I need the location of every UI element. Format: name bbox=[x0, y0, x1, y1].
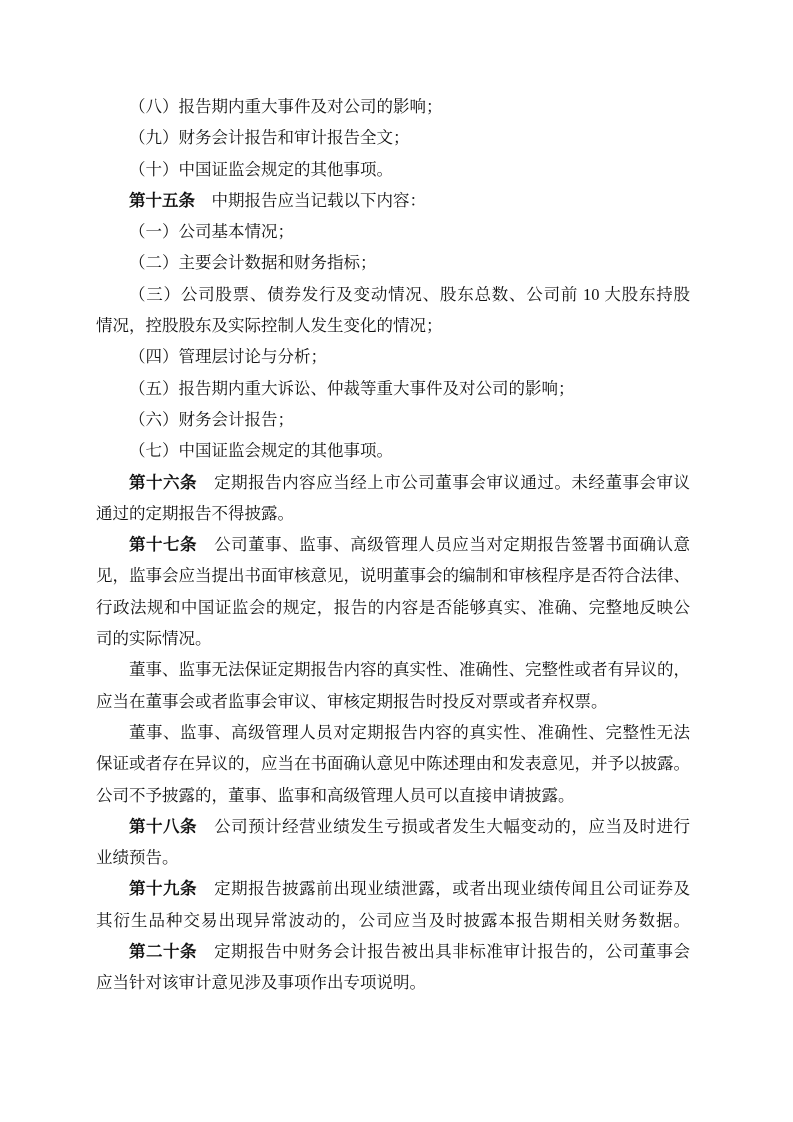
text-line bbox=[96, 560, 690, 591]
text-line bbox=[96, 592, 690, 623]
text-line bbox=[96, 310, 690, 341]
text-line bbox=[96, 936, 690, 967]
article-number: 第十六条 bbox=[129, 472, 198, 492]
text-run: （五）报告期内重大诉讼、仲裁等重大事件及对公司的影响； bbox=[129, 378, 575, 398]
text-run: 定期报告内容应当经上市公司董事会审议通过。未经董事会审议 bbox=[197, 472, 690, 492]
text-line bbox=[96, 529, 690, 560]
text-line bbox=[96, 717, 690, 748]
text-run: （九）财务会计报告和审计报告全文； bbox=[129, 128, 410, 148]
article-number: 第十七条 bbox=[129, 535, 198, 555]
text-run: 见，监事会应当提出书面审核意见，说明董事会的编制和审核程序是否符合法律、 bbox=[96, 566, 690, 586]
text-line bbox=[96, 686, 690, 717]
text-line bbox=[96, 435, 690, 466]
text-run: （二）主要会计数据和财务指标； bbox=[129, 253, 377, 273]
text-run: （七）中国证监会规定的其他事项。 bbox=[129, 441, 393, 461]
text-line bbox=[96, 623, 690, 654]
text-run: 其衍生品种交易出现异常波动的，公司应当及时披露本报告期相关财务数据。 bbox=[96, 910, 690, 930]
text-run: 通过的定期报告不得披露。 bbox=[96, 503, 294, 523]
text-line bbox=[96, 279, 690, 310]
text-block bbox=[96, 91, 690, 999]
text-line bbox=[96, 341, 690, 372]
text-line bbox=[96, 122, 690, 153]
text-run: 情况，控股股东及实际控制人发生变化的情况； bbox=[96, 316, 443, 336]
text-run: 公司不予披露的，董事、监事和高级管理人员可以直接申请披露。 bbox=[96, 785, 575, 805]
text-line bbox=[96, 247, 690, 278]
text-run: 应当针对该审计意见涉及事项作出专项说明。 bbox=[96, 973, 426, 993]
text-line bbox=[96, 154, 690, 185]
text-run: 定期报告中财务会计报告被出具非标准审计报告的，公司董事会 bbox=[197, 942, 690, 962]
text-line bbox=[96, 748, 690, 779]
text-run: 定期报告披露前出现业绩泄露，或者出现业绩传闻且公司证券及 bbox=[197, 879, 690, 899]
text-run: （三）公司股票、债券发行及变动情况、股东总数、公司前 10 大股东持股 bbox=[129, 284, 690, 304]
text-line bbox=[96, 967, 690, 998]
text-run: 董事、监事、高级管理人员对定期报告内容的真实性、准确性、完整性无法 bbox=[129, 722, 690, 742]
text-run: 公司预计经营业绩发生亏损或者发生大幅变动的，应当及时进行 bbox=[197, 816, 690, 836]
text-line bbox=[96, 780, 690, 811]
text-run: （一）公司基本情况； bbox=[129, 222, 294, 242]
text-run: 应当在董事会或者监事会审议、审核定期报告时投反对票或者弃权票。 bbox=[96, 691, 608, 711]
text-run: （四）管理层讨论与分析； bbox=[129, 347, 327, 367]
text-line bbox=[96, 654, 690, 685]
text-line bbox=[96, 404, 690, 435]
text-line bbox=[96, 373, 690, 404]
text-run: （六）财务会计报告； bbox=[129, 409, 294, 429]
text-line bbox=[96, 842, 690, 873]
text-run: （八）报告期内重大事件及对公司的影响； bbox=[129, 97, 443, 116]
text-line bbox=[96, 216, 690, 247]
text-run: 中期报告应当记载以下内容： bbox=[195, 190, 426, 210]
text-line bbox=[96, 467, 690, 498]
text-run: 保证或者存在异议的，应当在书面确认意见中陈述理由和发表意见，并予以披露。 bbox=[96, 754, 690, 774]
text-run: 行政法规和中国证监会的规定，报告的内容是否能够真实、准确、完整地反映公 bbox=[96, 597, 690, 617]
article-number: 第十八条 bbox=[129, 816, 198, 836]
text-run: 业绩预告。 bbox=[96, 848, 179, 868]
text-run: （十）中国证监会规定的其他事项。 bbox=[129, 159, 393, 179]
text-line bbox=[96, 185, 690, 216]
text-line bbox=[96, 91, 690, 122]
text-line bbox=[96, 811, 690, 842]
text-line bbox=[96, 905, 690, 936]
text-line bbox=[96, 873, 690, 904]
article-number: 第二十条 bbox=[129, 942, 198, 962]
text-run: 公司董事、监事、高级管理人员应当对定期报告签署书面确认意 bbox=[197, 535, 690, 555]
text-line bbox=[96, 498, 690, 529]
text-run: 司的实际情况。 bbox=[96, 629, 212, 649]
article-number: 第十九条 bbox=[129, 879, 198, 899]
article-number: 第十五条 bbox=[129, 190, 195, 210]
text-run: 董事、监事无法保证定期报告内容的真实性、准确性、完整性或者有异议的， bbox=[129, 660, 690, 680]
